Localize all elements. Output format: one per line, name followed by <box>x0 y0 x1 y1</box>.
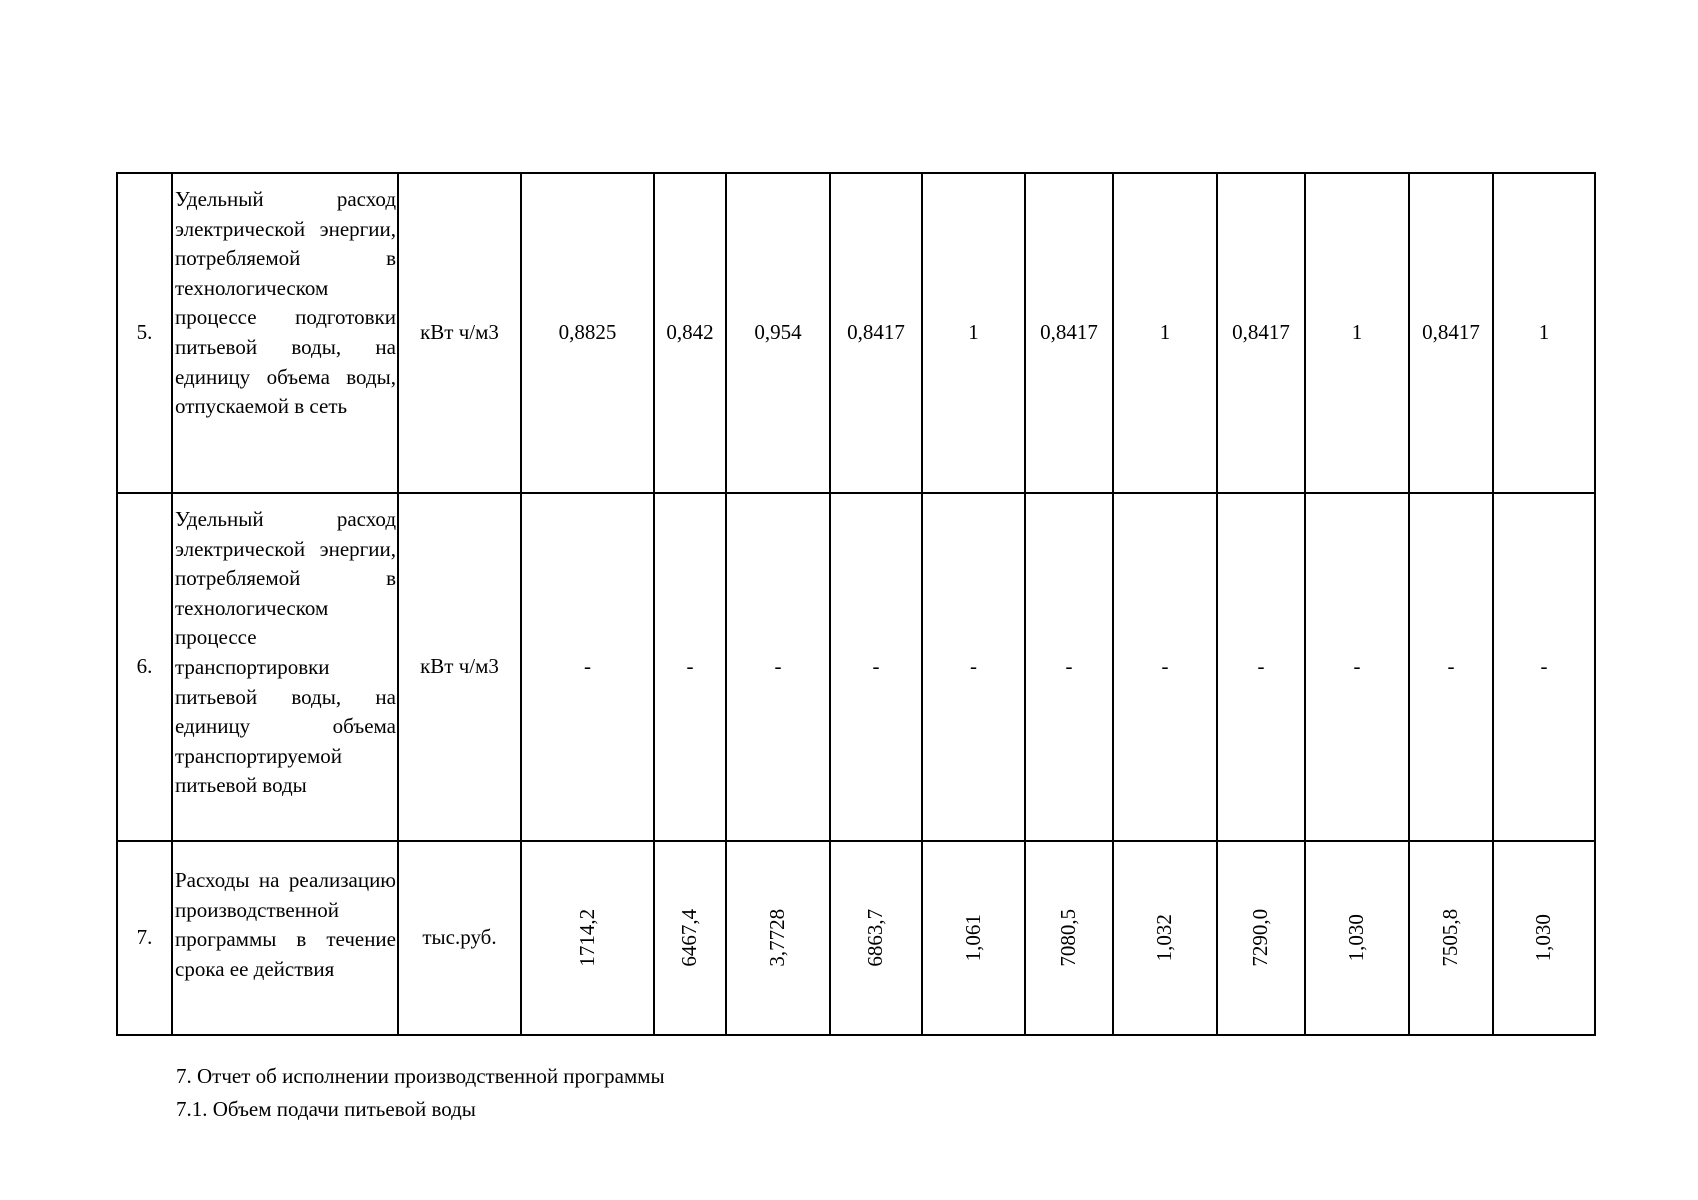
value-cell <box>654 841 726 1035</box>
rotated-value: 3,7728 <box>765 909 790 967</box>
value-cell: - <box>1409 493 1493 841</box>
row-number: 7. <box>117 841 172 1035</box>
value-cell: 0,8417 <box>1025 173 1113 493</box>
section-heading: 7. Отчет об исполнении производственной программы <box>176 1064 665 1088</box>
rotated-value: 1,030 <box>1344 914 1369 962</box>
value-cell: - <box>922 493 1025 841</box>
value-cell <box>830 841 922 1035</box>
value-cell: 0,8417 <box>1217 173 1305 493</box>
table-row <box>117 173 1595 493</box>
value-cell: 0,8825 <box>521 173 654 493</box>
row-unit: кВт ч/м3 <box>398 173 521 493</box>
value-cell <box>1217 841 1305 1035</box>
value-cell: - <box>1217 493 1305 841</box>
rotated-value: 1,032 <box>1152 914 1177 962</box>
value-cell: 1 <box>1493 173 1595 493</box>
row-description: Расходы на реализацию производственной программы в течение срока ее действия <box>172 841 398 1035</box>
row-unit: тыс.руб. <box>398 841 521 1035</box>
row-number: 5. <box>117 173 172 493</box>
value-cell: - <box>521 493 654 841</box>
rotated-value: 6863,7 <box>863 909 888 967</box>
value-cell: - <box>1493 493 1595 841</box>
row-description: Удельный расход электрической энергии, потребляемой в технологическом процессе транспортировки питьевой воды, на единицу объема транспортируемой питьевой воды <box>172 493 398 841</box>
row-number: 6. <box>117 493 172 841</box>
value-cell: 1 <box>922 173 1025 493</box>
value-cell: - <box>1113 493 1217 841</box>
value-cell: 0,8417 <box>830 173 922 493</box>
row-description: Удельный расход электрической энергии, потребляемой в технологическом процессе подготовки питьевой воды, на единицу объема воды, отпускаемой в сеть <box>172 173 398 493</box>
value-cell: - <box>654 493 726 841</box>
subsection-heading: 7.1. Объем подачи питьевой воды <box>176 1097 476 1121</box>
value-cell: - <box>1025 493 1113 841</box>
value-cell <box>1305 841 1409 1035</box>
rotated-value: 6467,4 <box>677 909 702 967</box>
value-cell <box>1493 841 1595 1035</box>
value-cell <box>1113 841 1217 1035</box>
rotated-value: 7505,8 <box>1438 909 1463 967</box>
value-cell: 0,8417 <box>1409 173 1493 493</box>
value-cell: - <box>830 493 922 841</box>
value-cell: 1 <box>1305 173 1409 493</box>
table-row <box>117 493 1595 841</box>
indicators-table <box>116 172 1596 1036</box>
value-cell <box>726 841 830 1035</box>
value-cell <box>1025 841 1113 1035</box>
row-unit: кВт ч/м3 <box>398 493 521 841</box>
value-cell: 0,842 <box>654 173 726 493</box>
rotated-value: 1,061 <box>960 914 985 962</box>
table-row <box>117 841 1595 1035</box>
value-cell <box>922 841 1025 1035</box>
value-cell <box>1409 841 1493 1035</box>
value-cell: - <box>726 493 830 841</box>
value-cell <box>521 841 654 1035</box>
rotated-value: 7080,5 <box>1056 909 1081 967</box>
rotated-value: 7290,0 <box>1248 909 1273 967</box>
rotated-value: 1,030 <box>1531 914 1556 962</box>
value-cell: 0,954 <box>726 173 830 493</box>
value-cell: 1 <box>1113 173 1217 493</box>
value-cell: - <box>1305 493 1409 841</box>
rotated-value: 1714,2 <box>574 909 599 967</box>
